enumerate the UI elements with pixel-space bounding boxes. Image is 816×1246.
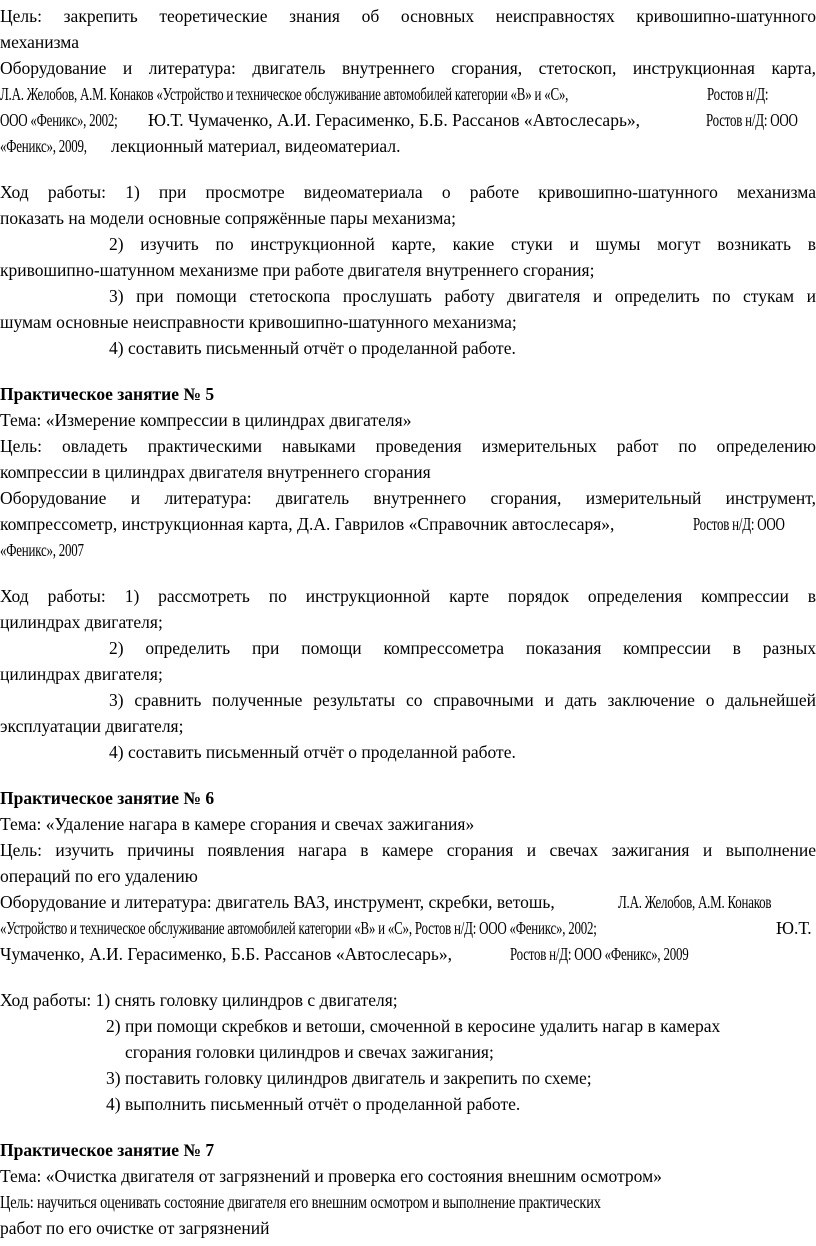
procedure-step-4: 4) составить письменный отчёт о проделанной работе. (109, 338, 516, 358)
lesson-6-equipment (0, 889, 816, 915)
literature-ref-city: Ростов н/Д: (707, 84, 769, 104)
lesson-5-step-1-cont: цилиндрах двигателя; (0, 612, 163, 632)
lesson-6-literature-authors: Л.А. Желобов, А.М. Конаков (618, 892, 772, 912)
lesson-6-step-4: 4) выполнить письменный отчёт о проделанной работе. (106, 1094, 521, 1114)
lesson-5-step-2: 2) определить при помощи компрессометра показания компрессии в разных (109, 638, 816, 658)
literature-ref-zhelobov: Л.А. Желобов, А.М. Конаков «Устройство и техническое обслуживание автомобилей категории «В» и «С», (0, 84, 569, 104)
lesson-5-step-4: 4) составить письменный отчёт о проделанной работе. (109, 742, 516, 762)
procedure-step-3-cont: шумам основные неисправности кривошипно-шатунного механизма; (0, 312, 517, 332)
lesson-5-step-2-cont: цилиндрах двигателя; (0, 664, 163, 684)
lesson-6-goal-cont: операций по его удалению (0, 866, 198, 886)
lesson-5-literature-cont (0, 537, 816, 563)
goal-line: Цель: закрепить теоретические знания об основных неисправностях кривошипно-шатунного (0, 6, 816, 26)
lesson-5-goal: Цель: овладеть практическими навыками проведения измерительных работ по определению (0, 436, 816, 456)
literature-extra: лекционный материал, видеоматериал. (111, 136, 401, 156)
lesson-5-literature-publisher: «Феникс», 2007 (0, 540, 84, 560)
lesson-6-step-1: Ход работы: 1) снять головку цилиндров с двигателя; (0, 990, 398, 1010)
literature-line-2 (0, 107, 816, 133)
lesson-6-step-2-cont: сгорания головки цилиндров и свечах зажигания; (125, 1042, 494, 1062)
goal-line-cont: механизма (0, 32, 80, 52)
lesson-5-equipment: Оборудование и литература: двигатель внутреннего сгорания, измерительный инструмент, (0, 488, 816, 508)
lesson-6-step-2: 2) при помощи скребков и ветоши, смоченной в керосине удалить нагар в камерах (106, 1016, 721, 1036)
procedure-step-2: 2) изучить по инструкционной карте, какие стуки и шумы могут возникать в (109, 234, 816, 254)
literature-line-3 (0, 133, 816, 159)
lesson-6-literature-author-2: Ю.Т. (776, 918, 812, 938)
procedure-step-2-cont: кривошипно-шатунном механизме при работе двигателя внутреннего сгорания; (0, 260, 595, 280)
procedure-step-1: Ход работы: 1) при просмотре видеоматериала о работе кривошипно-шатунного механизма (0, 182, 816, 202)
lesson-6-goal: Цель: изучить причины появления нагара в камере сгорания и свечах зажигания и выполнение (0, 840, 816, 860)
literature-ref-publisher-2: «Феникс», 2009, (0, 136, 87, 156)
lesson-7-goal-cont: работ по его очистке от загрязнений (0, 1218, 270, 1238)
lesson-6-literature-publisher: Ростов н/Д: ООО «Феникс», 2009 (510, 944, 689, 964)
equipment-line: Оборудование и литература: двигатель внутреннего сгорания, стетоскоп, инструкционная карта, (0, 58, 816, 78)
lesson-5-topic: Тема: «Измерение компрессии в цилиндрах двигателя» (0, 410, 412, 430)
literature-ref-city-2: Ростов н/Д: ООО (706, 110, 798, 130)
lesson-6-equipment-text: Оборудование и литература: двигатель ВАЗ, инструмент, скребки, ветошь, (0, 892, 555, 912)
lesson-5-literature-city: Ростов н/Д: ООО (693, 514, 785, 534)
procedure-step-1-cont: показать на модели основные сопряжённые пары механизма; (0, 208, 456, 228)
lesson-6-step-3: 3) поставить головку цилиндров двигатель и закрепить по схеме; (106, 1068, 592, 1088)
lesson-6-literature-ref: «Устройство и техническое обслуживание автомобилей категории «В» и «С», Ростов н/Д: ООО «Феникс», 2002; (0, 918, 597, 938)
literature-line (0, 81, 816, 107)
lesson-5-step-1: Ход работы: 1) рассмотреть по инструкционной карте порядок определения компрессии в (0, 586, 816, 606)
literature-ref-chumachenko: Ю.Т. Чумаченко, А.И. Герасименко, Б.Б. Рассанов «Автослесарь», (148, 110, 641, 130)
lesson-6-literature (0, 915, 816, 941)
lesson-6-literature-ref-2: Чумаченко, А.И. Герасименко, Б.Б. Рассанов «Автослесарь», (0, 944, 453, 964)
lesson-7-goal (0, 1189, 816, 1215)
lesson-7-heading: Практическое занятие № 7 (0, 1140, 215, 1160)
lesson-6-topic: Тема: «Удаление нагара в камере сгорания и свечах зажигания» (0, 814, 475, 834)
lesson-5-step-3: 3) сравнить полученные результаты со справочными и дать заключение о дальнейшей (109, 690, 816, 710)
lesson-5-literature-ref: компрессометр, инструкционная карта, Д.А. Гаврилов «Справочник автослесаря», (0, 514, 615, 534)
lesson-6-heading: Практическое занятие № 6 (0, 788, 215, 808)
lesson-7-topic: Тема: «Очистка двигателя от загрязнений и проверка его состояния внешним осмотром» (0, 1166, 662, 1186)
lesson-5-literature (0, 511, 816, 537)
lesson-6-literature-cont (0, 941, 816, 967)
procedure-step-3: 3) при помощи стетоскопа прослушать работу двигателя и определить по стукам и (109, 286, 816, 306)
literature-ref-publisher: ООО «Феникс», 2002; (0, 110, 118, 130)
lesson-5-step-3-cont: эксплуатации двигателя; (0, 716, 184, 736)
lesson-7-goal-text: Цель: научиться оценивать состояние двигателя его внешним осмотром и выполнение практических (0, 1192, 601, 1212)
lesson-5-heading: Практическое занятие № 5 (0, 384, 215, 404)
lesson-5-goal-cont: компрессии в цилиндрах двигателя внутреннего сгорания (0, 462, 431, 482)
